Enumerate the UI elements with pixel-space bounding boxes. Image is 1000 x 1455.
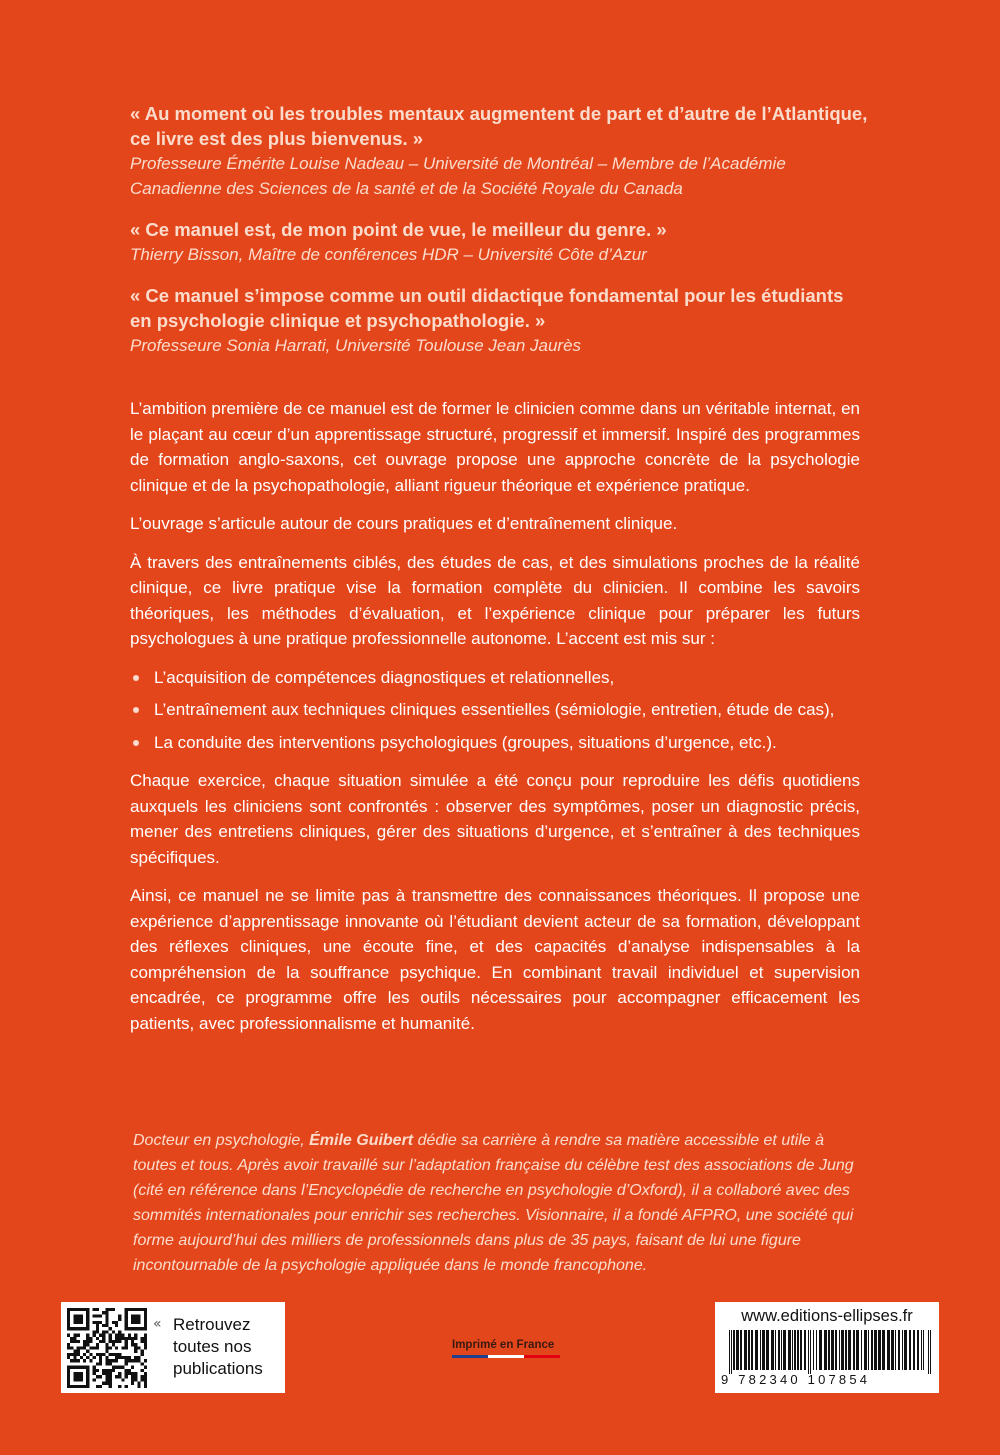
paragraph: À travers des entraînements ciblés, des études de cas, et des simulations proches de la réalité clinique, ce livre pratique vise la formation complète du clinicien. Il combine les savoirs théoriques, les méthodes d’évaluation, et l’expérience clinique pour préparer les futurs psychologues à une pratique professionnelle autonome. L’accent est mis sur : (130, 552, 860, 648)
qr-caption: Retrouvez toutes nos publications (173, 1315, 263, 1378)
quote (130, 217, 870, 267)
printed-label: Imprimé en France (452, 1339, 555, 1351)
flag-stripe-white (488, 1355, 524, 1358)
chevron-left-icon: « (153, 1316, 162, 1332)
paragraph: Ainsi, ce manuel ne se limite pas à transmettre des connaissances théoriques. Il propose une expérience d’apprentissage innovante où l’étudiant devient acteur de sa formation, développant des réflexes cliniques, une écoute fine, et des capacités d’analyse indispensables à la compréhension de la souffrance psychique. En combinant travail individuel et supervision encadrée, ce programme offre les outils nécessaires pour accompagner efficacement les patients, avec professionnalisme et humanité. (130, 886, 860, 1033)
quote-author: Professeure Sonia Harrati, Université Toulouse Jean Jaurès (130, 336, 582, 355)
list-item-text: L’acquisition de compétences diagnostiques et relationnelles, (154, 667, 615, 687)
quote-text: « Au moment où les troubles mentaux augmentent de part et d’autre de l’Atlantique, ce livre est des plus bienvenus. » (130, 103, 868, 149)
bullet-icon (133, 740, 139, 746)
quotes-section (130, 101, 870, 374)
printed-in-france (452, 1338, 562, 1358)
author-bio (133, 1128, 863, 1278)
author-name: Émile Guibert (309, 1132, 414, 1149)
list-item-text: L’entraînement aux techniques cliniques essentielles (sémiologie, entretien, étude de cas), (154, 700, 835, 719)
list-item (130, 697, 860, 723)
description (130, 396, 860, 1049)
quote (130, 101, 870, 201)
quote-author: Thierry Bisson, Maître de conférences HDR – Université Côte d’Azur (130, 245, 647, 264)
list-item (130, 665, 860, 691)
qr-panel[interactable] (61, 1302, 285, 1393)
flag-stripe-blue (452, 1355, 488, 1358)
quote-text: « Ce manuel est, de mon point de vue, le meilleur du genre. » (130, 219, 667, 240)
isbn-panel (715, 1302, 939, 1393)
quote-author: Professeure Émérite Louise Nadeau – Université de Montréal – Membre de l’Académie Canadienne des Sciences de la santé et de la Société Royale du Canada (130, 154, 786, 198)
bullet-icon (133, 707, 139, 713)
list-item-text: La conduite des interventions psychologiques (groupes, situations d’urgence, etc.). (154, 732, 777, 752)
french-flag-icon (452, 1355, 560, 1358)
bullet-list (130, 665, 860, 756)
flag-stripe-red (524, 1355, 560, 1358)
bullet-icon (133, 675, 139, 681)
paragraph: Chaque exercice, chaque situation simulée a été conçu pour reproduire les défis quotidiens auxquels les cliniciens sont confrontés : observer des symptômes, poser un diagnostic précis, mener des entretiens cliniques, gérer des situations d’urgence, et s’entraîner à des techniques spécifiques. (130, 771, 860, 867)
paragraph: L’ouvrage s’articule autour de cours pratiques et d’entraînement clinique. (130, 514, 678, 533)
quote-text: « Ce manuel s’impose comme un outil didactique fondamental pour les étudiants en psychologie clinique et psychopathologie. » (130, 285, 844, 331)
bio-rest: dédie sa carrière à rendre sa matière accessible et utile à toutes et tous. Après avoir travaillé sur l’adaptation française du célèbre test des associations de Jung (cité en référence dans l’Encyclopédie de recherche en psychologie d’Oxford), il a collaboré avec des sommités internationales pour enrichir ses recherches. Visionnaire, il a fondé AFPRO, une société qui forme aujourd’hui des milliers de professionnels dans plus de 35 pays, faisant de lui une figure incontournable de la psychologie appliquée dans le monde francophone. (133, 1132, 854, 1274)
list-item (130, 730, 860, 756)
quote (130, 283, 870, 358)
bio-lead: Docteur en psychologie, (133, 1132, 310, 1149)
paragraph: L’ambition première de ce manuel est de former le clinicien comme dans un véritable internat, en le plaçant au cœur d’un apprentissage structuré, progressif et immersif. Inspiré des programmes de formation anglo-saxons, cet ouvrage propose une approche concrète de la psychologie clinique et de la psychopathologie, alliant rigueur théorique et expérience pratique. (130, 399, 860, 495)
barcode-icon (729, 1330, 933, 1374)
isbn-number: 9 782340 107854 (721, 1372, 871, 1387)
website-link[interactable]: www.editions-ellipses.fr (741, 1307, 913, 1325)
qr-code-icon[interactable] (67, 1308, 147, 1388)
